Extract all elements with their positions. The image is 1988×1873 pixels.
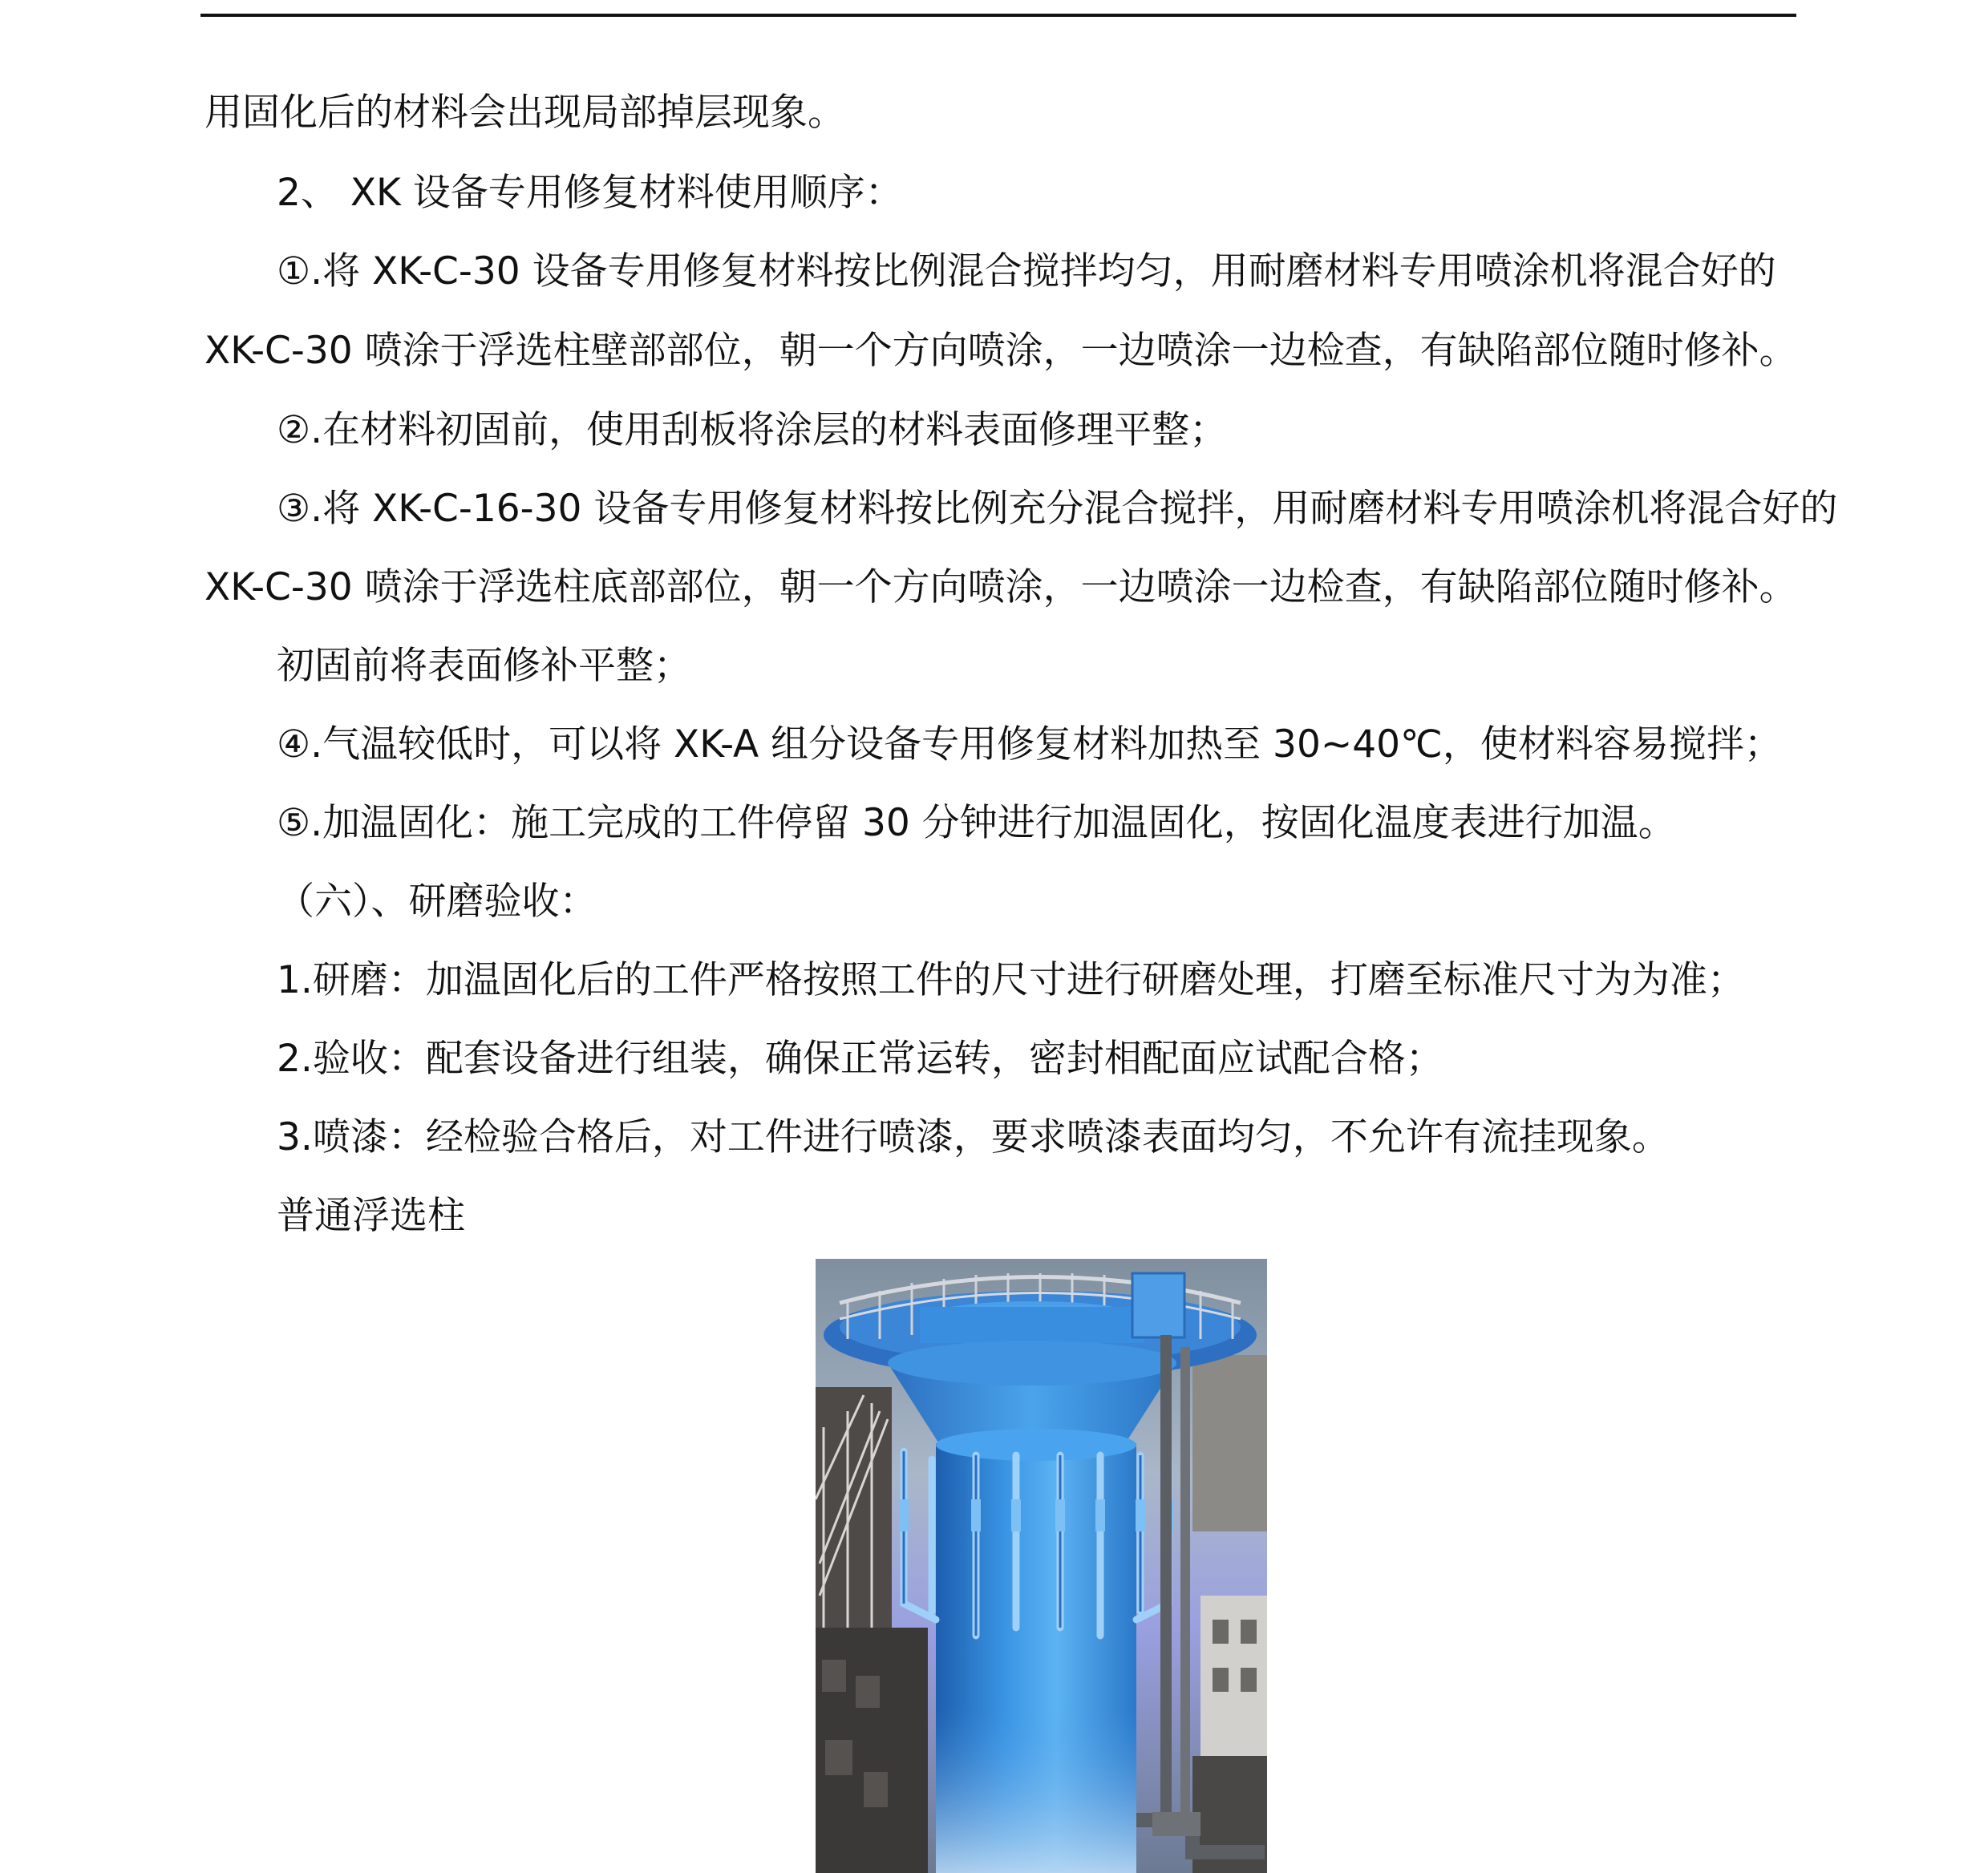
header-rule xyxy=(200,14,1796,17)
step-2: ②.在材料初固前，使用刮板将涂层的材料表面修理平整； xyxy=(277,408,1228,452)
text-line-1: 用固化后的材料会出现局部掉层现象。 xyxy=(204,91,845,135)
step-1-line-1: ①.将 XK-C-30 设备专用修复材料按比例混合搅拌均匀，用耐磨材料专用喷涂机将混合好的 xyxy=(277,249,1776,293)
flotation-column-photo xyxy=(816,1259,1267,1873)
step-3-line-3: 初固前将表面修补平整； xyxy=(277,644,691,688)
step-5: ⑤.加温固化：施工完成的工件停留 30 分钟进行加温固化，按固化温度表进行加温。 xyxy=(277,801,1676,845)
step-3-line-2: XK-C-30 喷涂于浮选柱底部部位，朝一个方向喷涂，一边喷涂一边检查，有缺陷部位随时修补。 xyxy=(204,565,1797,609)
grinding-item-3: 3.喷漆：经检验合格后，对工件进行喷漆，要求喷漆表面均匀，不允许有流挂现象。 xyxy=(277,1115,1670,1159)
photo-caption: 普通浮选柱 xyxy=(277,1194,465,1238)
section-heading-grinding: （六）、研磨验收： xyxy=(277,880,597,924)
step-4: ④.气温较低时，可以将 XK-A 组分设备专用修复材料加热至 30~40℃，使材料容易搅拌； xyxy=(277,722,1782,767)
step-3-line-1: ③.将 XK-C-16-30 设备专用修复材料按比例充分混合搅拌，用耐磨材料专用喷涂机将混合好的 xyxy=(277,487,1838,531)
grinding-item-1: 1.研磨：加温固化后的工件严格按照工件的尺寸进行研磨处理，打磨至标准尺寸为为准； xyxy=(277,958,1745,1002)
step-1-line-2: XK-C-30 喷涂于浮选柱壁部部位，朝一个方向喷涂，一边喷涂一边检查，有缺陷部位随时修补。 xyxy=(204,329,1797,373)
grinding-item-2: 2.验收：配套设备进行组装，确保正常运转，密封相配面应试配合格； xyxy=(277,1037,1443,1081)
section-heading-order: 2、 XK 设备专用修复材料使用顺序： xyxy=(277,171,903,215)
